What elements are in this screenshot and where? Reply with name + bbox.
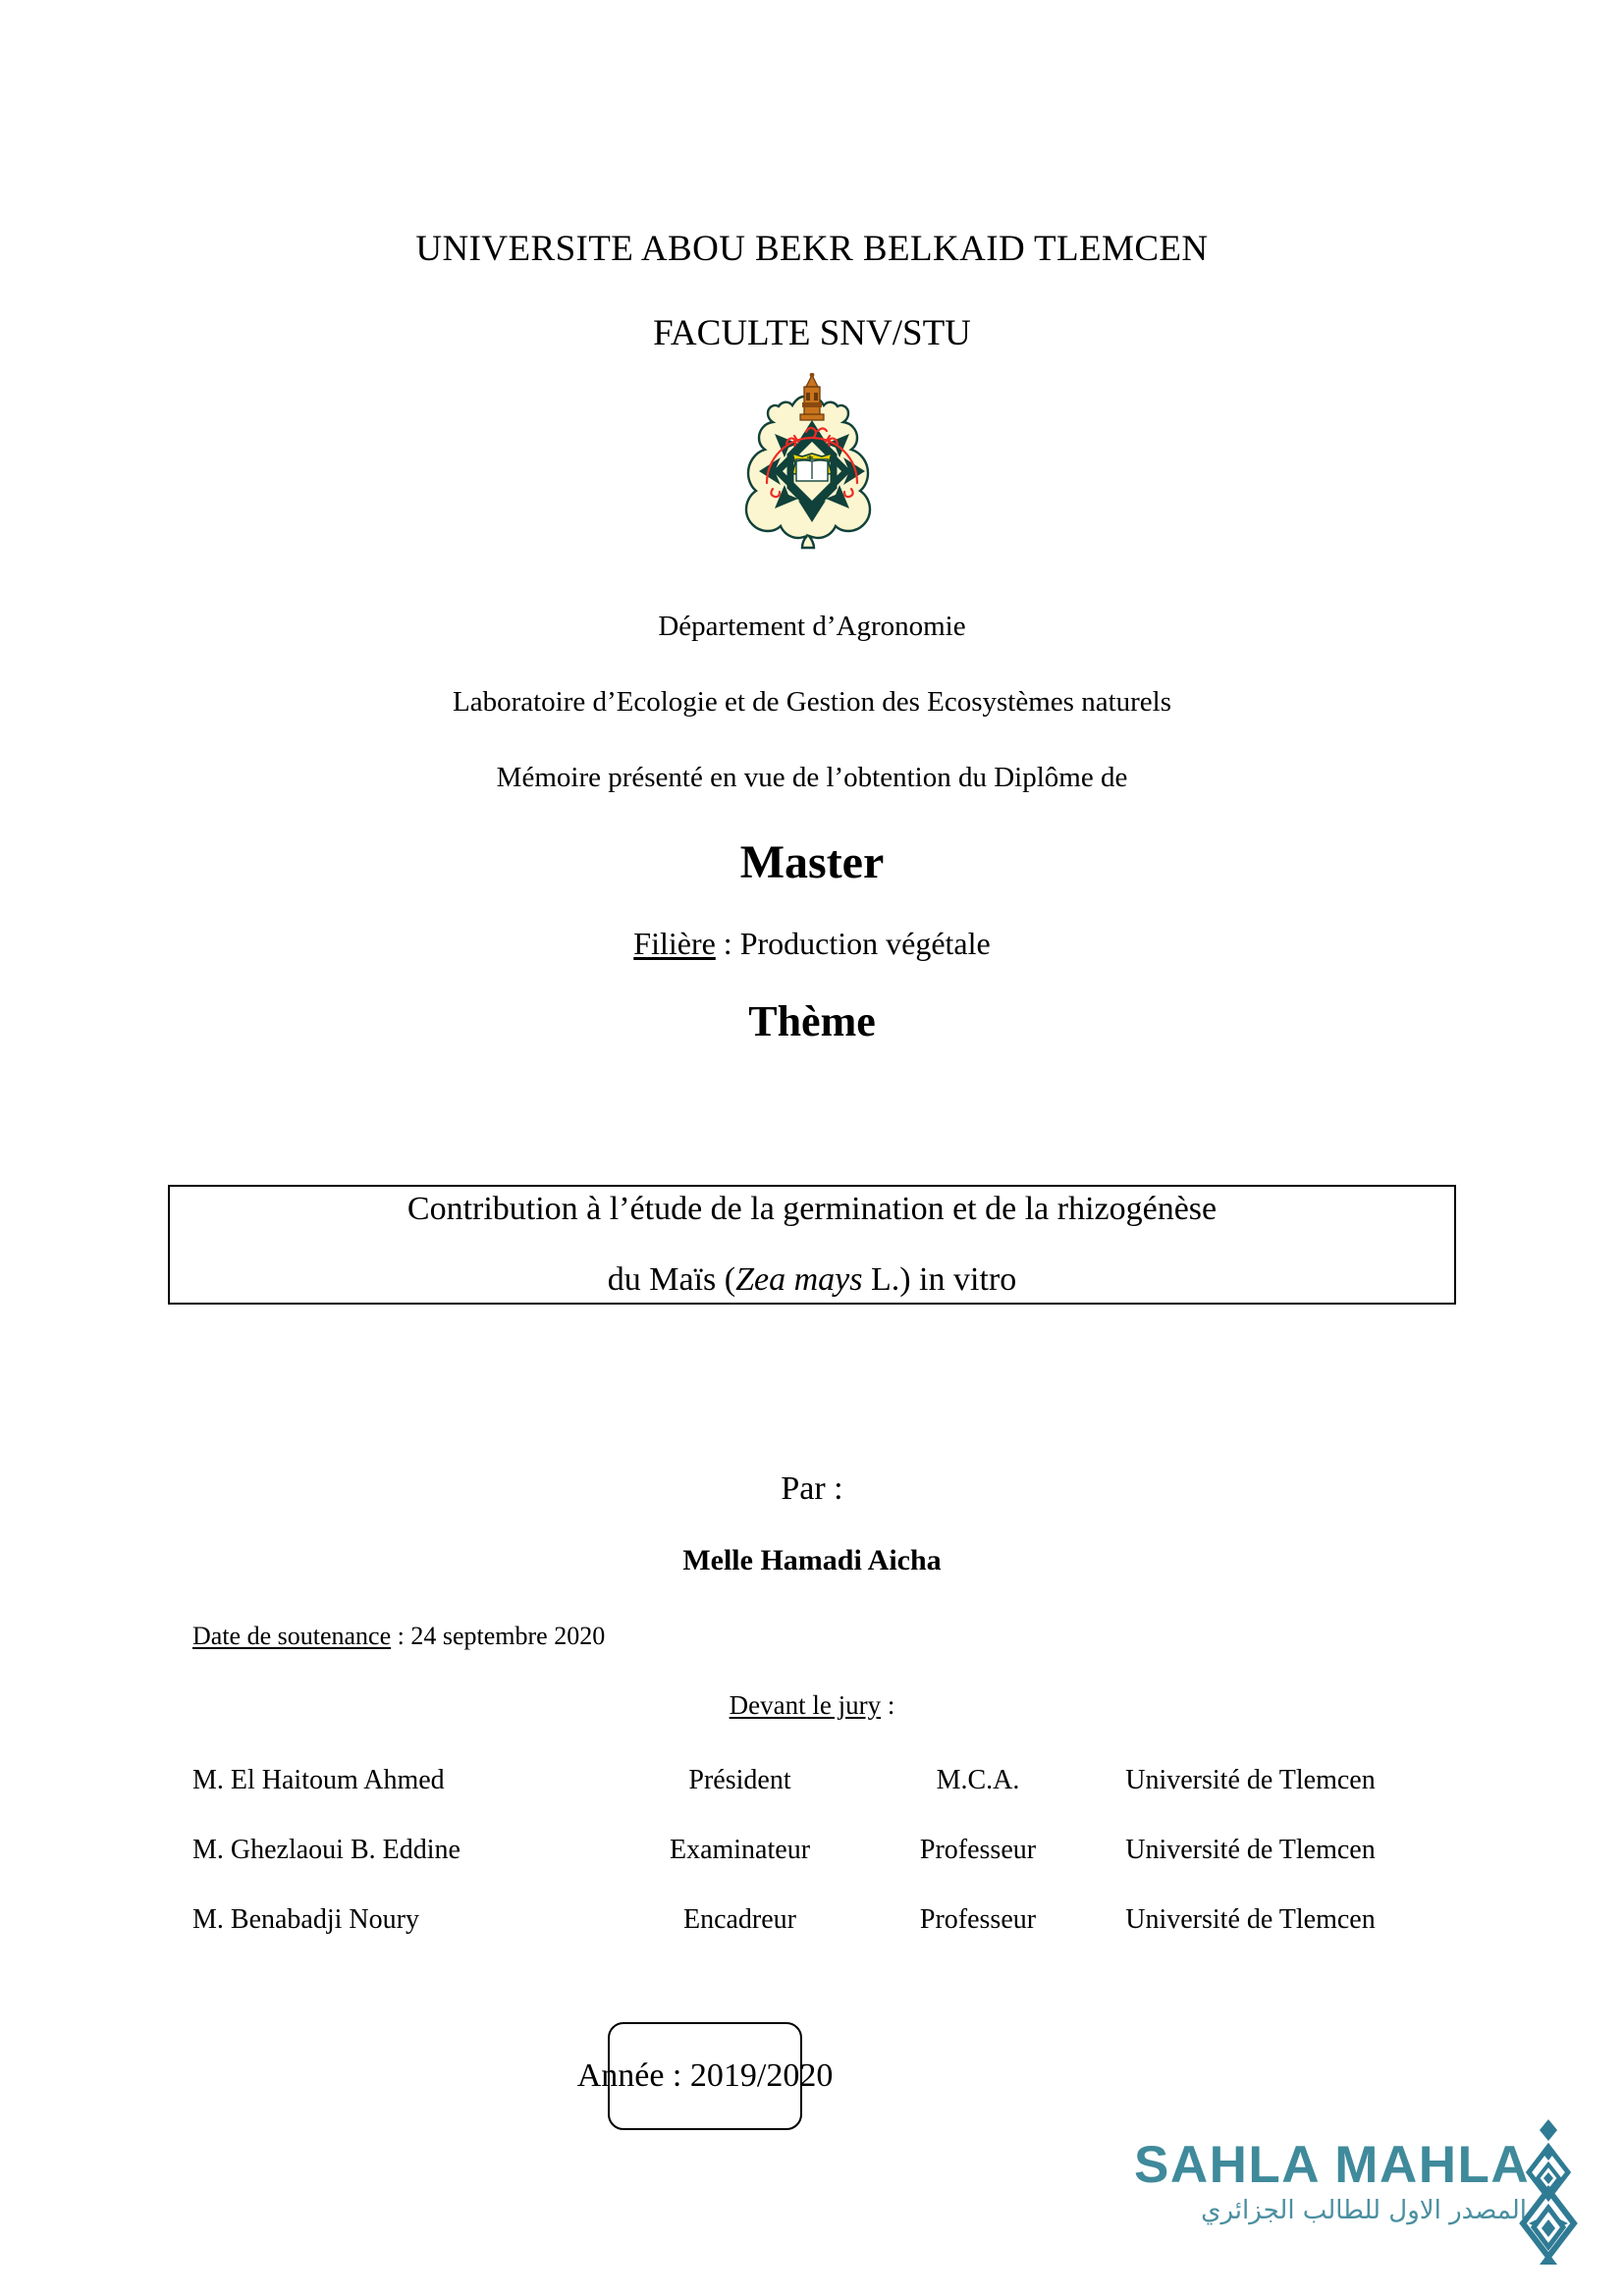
- defense-date-separator: :: [391, 1622, 411, 1650]
- emblem-container: [0, 373, 1624, 560]
- sahla-mahla-watermark: [1134, 2135, 1586, 2268]
- academic-year-text: Année : 2019/2020: [576, 2057, 834, 2094]
- table-row: [192, 1745, 1410, 1815]
- theme-box: [168, 1185, 1456, 1305]
- jury-member-role: Président: [688, 1764, 791, 1795]
- by-label: Par :: [781, 1470, 843, 1507]
- field-separator: :: [715, 926, 740, 961]
- jury-member-name: M. Benabadji Noury: [192, 1903, 419, 1935]
- theme-line-2-suffix: L.) in vitro: [862, 1261, 1017, 1298]
- theme-heading: Thème: [748, 997, 876, 1045]
- field-line: [0, 928, 1624, 959]
- species-name: Zea mays: [735, 1261, 863, 1298]
- theme-line-2: [608, 1263, 1016, 1297]
- field-value: Production végétale: [739, 926, 991, 961]
- watermark-brand: SAHLA MAHLA: [1134, 2136, 1531, 2194]
- jury-member-role: Examinateur: [669, 1834, 811, 1865]
- jury-member-affiliation: Université de Tlemcen: [1125, 1764, 1376, 1795]
- faculty-name: FACULTE SNV/STU: [653, 313, 971, 353]
- field-label: Filière: [633, 926, 716, 961]
- jury-member-grade: Professeur: [919, 1903, 1037, 1935]
- university-emblem-icon: [724, 373, 900, 560]
- memoir-line: Mémoire présenté en vue de l’obtention du Diplôme de: [496, 762, 1128, 793]
- laboratory-line: Laboratoire d’Ecologie et de Gestion des Ecosystèmes naturels: [452, 686, 1171, 718]
- jury-member-affiliation: Université de Tlemcen: [1125, 1834, 1376, 1865]
- defense-date-label: Date de soutenance: [192, 1622, 392, 1650]
- jury-heading-label: Devant le jury: [729, 1690, 882, 1720]
- degree-title: Master: [739, 836, 885, 888]
- watermark-tagline: المصدر الاول للطالب الجزائري: [1201, 2196, 1527, 2225]
- jury-member-affiliation: Université de Tlemcen: [1125, 1903, 1376, 1935]
- institution-block: [0, 613, 1624, 1043]
- theme-line-2-prefix: du Maïs (: [607, 1261, 736, 1298]
- theme-line-1: Contribution à l’étude de la germination et de la rhizogénèse: [406, 1191, 1218, 1227]
- academic-year-box: [576, 2022, 834, 2130]
- table-row: [192, 1815, 1410, 1885]
- jury-heading: [0, 1690, 1624, 1721]
- jury-table: [192, 1745, 1410, 1954]
- sahla-mahla-logo-icon: [1503, 2117, 1594, 2267]
- defense-date-line: [192, 1622, 605, 1651]
- jury-member-grade: M.C.A.: [936, 1764, 1020, 1795]
- defense-date-value: 24 septembre 2020: [410, 1622, 606, 1650]
- author-name: Melle Hamadi Aicha: [682, 1544, 942, 1576]
- table-row: [192, 1885, 1410, 1954]
- jury-heading-separator: :: [881, 1690, 895, 1720]
- jury-member-grade: Professeur: [919, 1834, 1037, 1865]
- jury-member-role: Encadreur: [682, 1903, 797, 1935]
- department-line: Département d’Agronomie: [658, 611, 966, 642]
- jury-member-name: M. Ghezlaoui B. Eddine: [192, 1834, 460, 1865]
- university-name: UNIVERSITE ABOU BEKR BELKAID TLEMCEN: [415, 229, 1209, 269]
- jury-member-name: M. El Haitoum Ahmed: [192, 1764, 445, 1795]
